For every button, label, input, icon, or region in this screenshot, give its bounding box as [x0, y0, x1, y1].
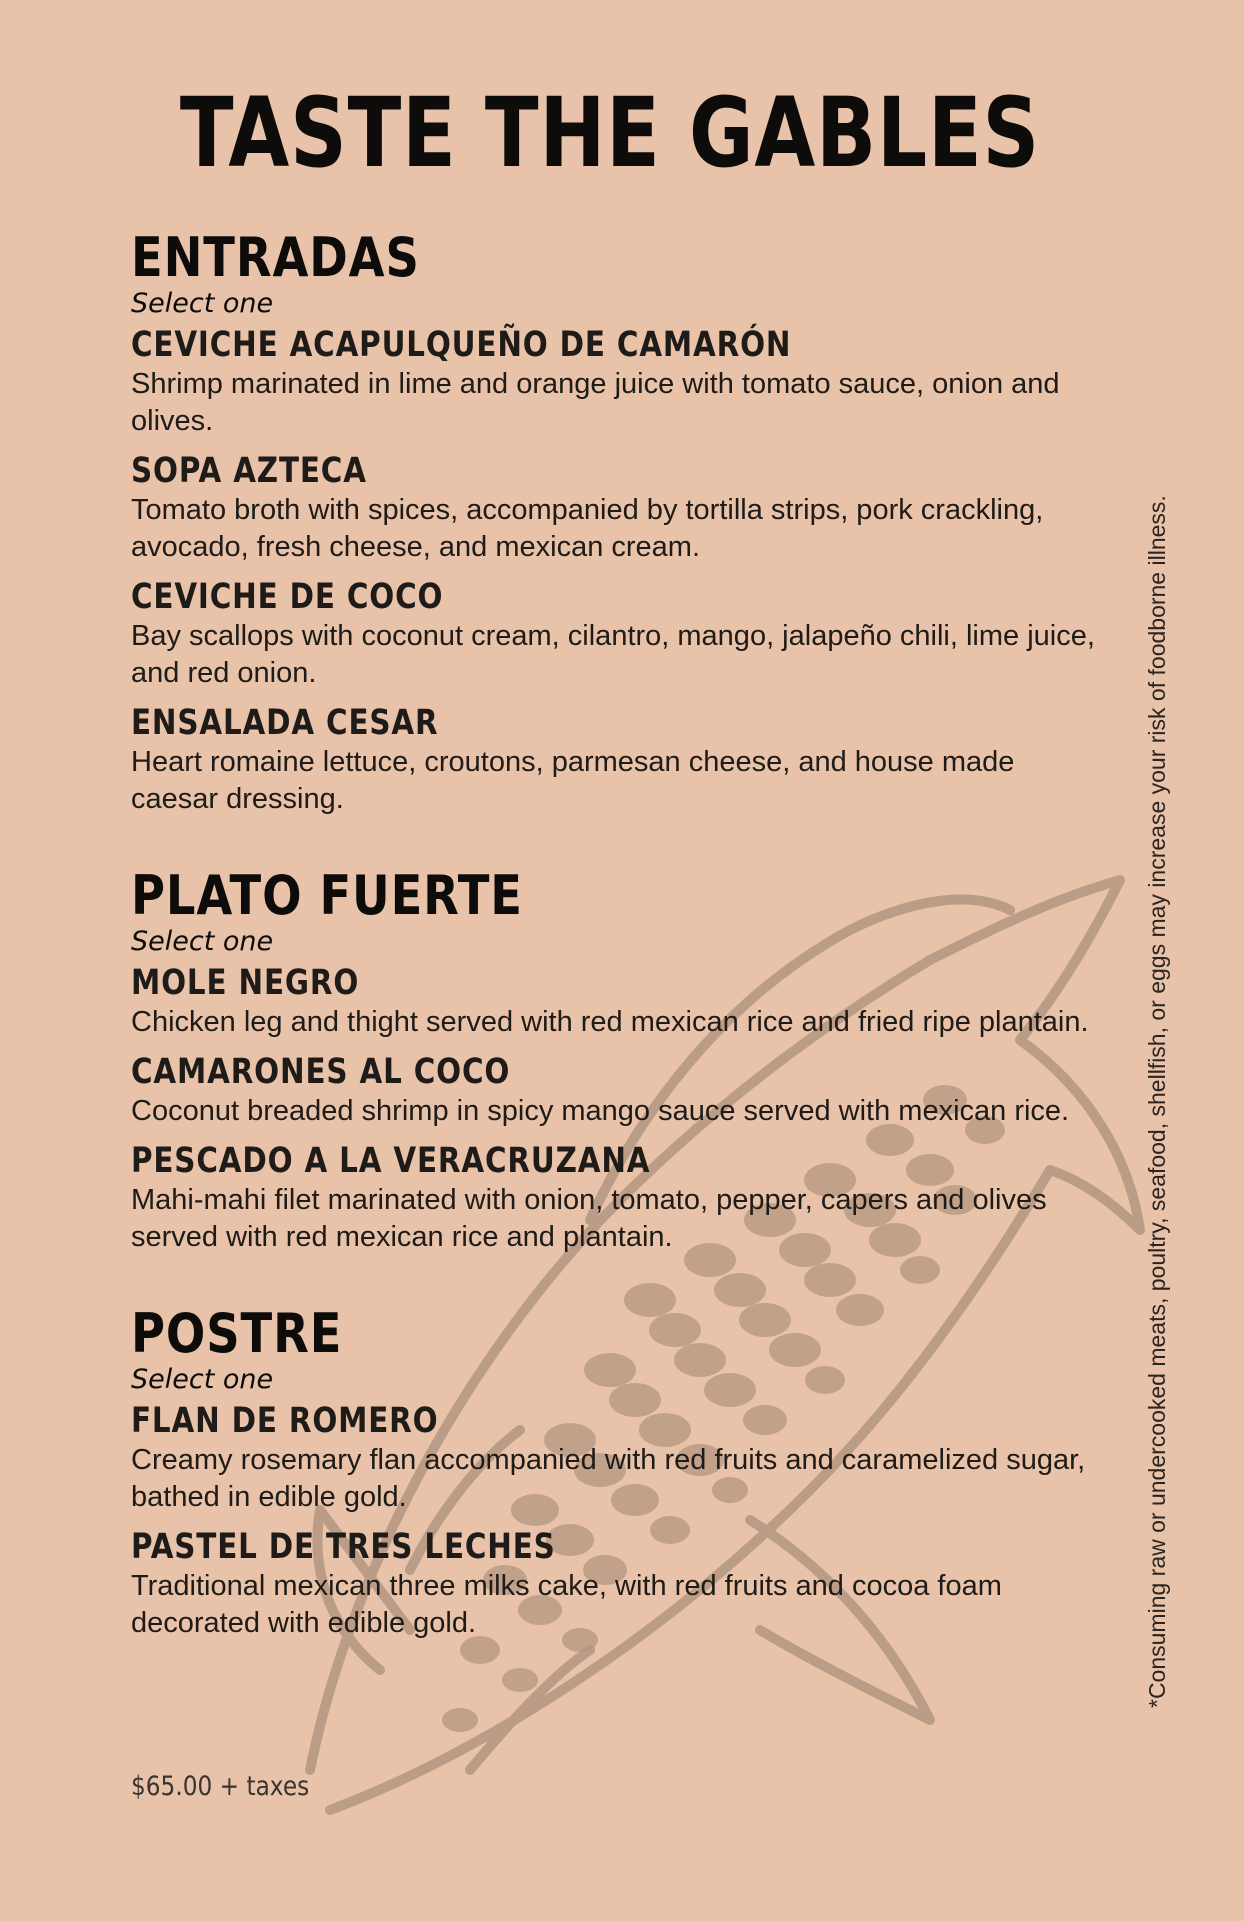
menu-item — [131, 324, 1091, 440]
menu-item-description: Coconut breaded shrimp in spicy mango sauce served with mexican rice. — [131, 1095, 1070, 1127]
select-note: Select one — [131, 926, 274, 957]
section-entradas — [131, 226, 1095, 818]
menu-item-description: Bay scallops with coconut cream, cilantro, mango, jalapeño chili, lime juice, and red onion. — [131, 620, 1095, 689]
food-safety-disclaimer: *Consuming raw or undercooked meats, poultry, seafood, shellfish, or eggs may increase your risk of foodborne illness. — [1144, 495, 1170, 1708]
menu-item-name: ENSALADA CESAR — [131, 703, 439, 743]
section-title: PLATO FUERTE — [131, 864, 523, 927]
menu-item-description: Mahi-mahi filet marinated with onion, tomato, pepper, capers and olives served with red mexican rice and plantain. — [131, 1184, 1047, 1253]
menu-item — [131, 1526, 1091, 1642]
menu-item — [131, 1051, 1091, 1130]
select-note: Select one — [131, 1364, 274, 1395]
menu-item — [131, 576, 1095, 692]
menu-item — [131, 450, 1091, 566]
menu-item-name: PESCADO A LA VERACRUZANA — [131, 1141, 651, 1181]
menu-item-name: PASTEL DE TRES LECHES — [131, 1527, 556, 1567]
menu-item-description: Creamy rosemary flan accompanied with red fruits and caramelized sugar, bathed in edible gold. — [131, 1444, 1086, 1513]
menu-body — [131, 226, 1095, 1642]
menu-item-description: Tomato broth with spices, accompanied by tortilla strips, pork crackling, avocado, fresh cheese, and mexican cream. — [131, 494, 1044, 563]
menu-item-name: FLAN DE ROMERO — [131, 1401, 439, 1441]
page-title: TASTE THE GABLES — [179, 77, 1041, 189]
menu-item — [131, 1140, 1091, 1256]
menu-item-name: CEVICHE ACAPULQUEÑO DE CAMARÓN — [131, 325, 792, 365]
section-postre — [131, 1304, 1091, 1642]
section-title: ENTRADAS — [131, 226, 420, 289]
menu-item — [131, 962, 1091, 1041]
section-plato-fuerte — [131, 866, 1091, 1256]
menu-item-name: MOLE NEGRO — [131, 963, 360, 1003]
section-title: POSTRE — [131, 1302, 343, 1365]
menu-item-name: CAMARONES AL COCO — [131, 1052, 511, 1092]
menu-item — [131, 1400, 1091, 1516]
menu-item-description: Chicken leg and thight served with red mexican rice and fried ripe plantain. — [131, 1006, 1089, 1038]
menu-item-description: Traditional mexican three milks cake, with red fruits and cocoa foam decorated with edible gold. — [131, 1570, 1002, 1639]
menu-item-description: Heart romaine lettuce, croutons, parmesan cheese, and house made caesar dressing. — [131, 746, 1015, 815]
menu-item-name: SOPA AZTECA — [131, 451, 367, 491]
menu-item-description: Shrimp marinated in lime and orange juice with tomato sauce, onion and olives. — [131, 368, 1060, 437]
menu-item-name: CEVICHE DE COCO — [131, 577, 444, 617]
menu-item — [131, 702, 1091, 818]
menu-price: $65.00 + taxes — [131, 1771, 310, 1802]
select-note: Select one — [131, 288, 274, 319]
